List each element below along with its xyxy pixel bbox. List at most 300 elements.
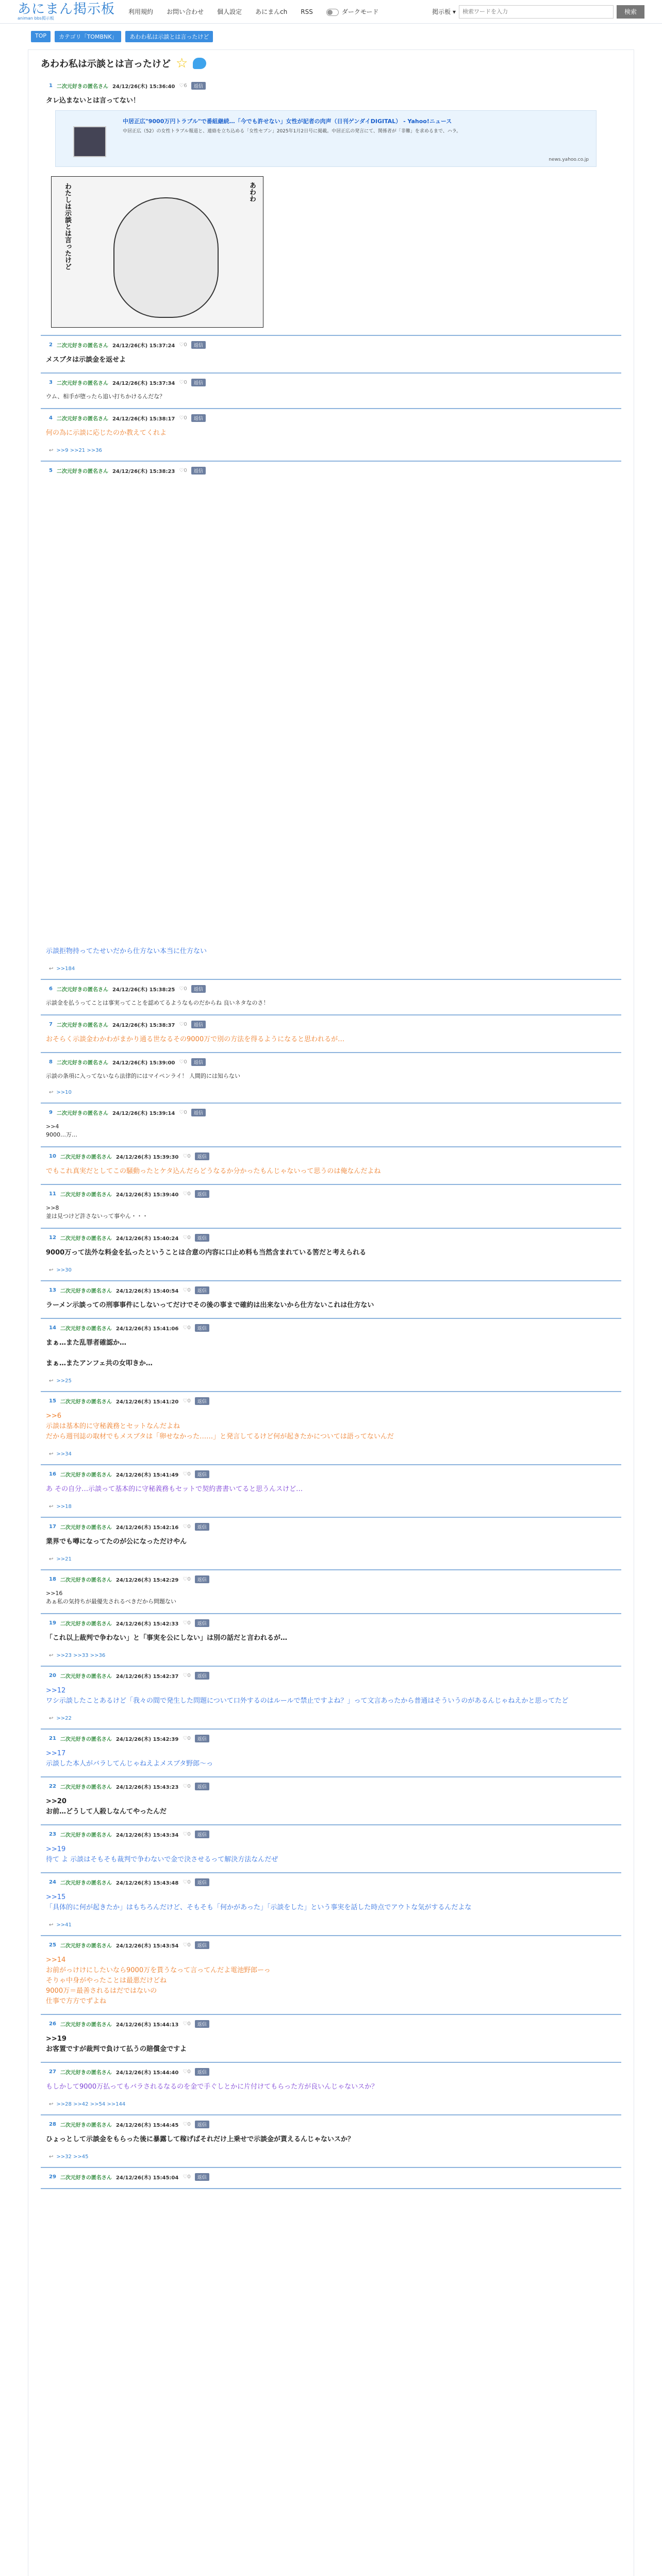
post-body: 示談拒物持ってたせいだから仕方ない本当に仕方ない xyxy=(46,947,207,955)
post-body: あ その自分…示談って基本的に守秘義務もセットで契約書書いてると思うんスけど… xyxy=(46,1485,303,1493)
reply-button[interactable]: 返信 xyxy=(195,1941,209,1949)
like-button[interactable] xyxy=(183,1325,190,1331)
reply-arrow-icon: ↩ xyxy=(49,1451,54,1457)
post-meta xyxy=(41,1941,621,1949)
post-author: 二次元好きの匿名さん xyxy=(60,1674,112,1680)
post-author: 二次元好きの匿名さん xyxy=(60,1155,112,1160)
post-author: 二次元好きの匿名さん xyxy=(56,84,108,90)
post-meta xyxy=(41,1109,621,1116)
nav-terms[interactable]: 利用規約 xyxy=(128,8,154,15)
link-title[interactable]: 中居正広"9000万円トラブル"で番組継続…「今でも許せない」女性が記者の肉声（日刊ゲンダイDIGITAL） - Yahoo!ニュース xyxy=(123,118,452,125)
post xyxy=(41,462,621,935)
post-number[interactable]: 5 xyxy=(49,468,53,473)
reply-links[interactable] xyxy=(49,966,621,972)
logo-text: あにまん掲示板 xyxy=(18,1,115,17)
post-meta xyxy=(41,1286,621,1294)
reply-button[interactable]: 返信 xyxy=(195,1735,209,1742)
like-button[interactable] xyxy=(183,1620,190,1626)
reply-links[interactable] xyxy=(49,1451,621,1457)
reply-anchors[interactable]: >>30 xyxy=(56,1267,72,1273)
post-number[interactable]: 13 xyxy=(49,1287,56,1293)
like-button[interactable] xyxy=(183,1287,190,1293)
like-button[interactable] xyxy=(183,1736,190,1741)
reply-anchors[interactable]: >>18 xyxy=(56,1504,72,1510)
post xyxy=(41,935,621,980)
post-body: 何の為に示談に応じたのか教えてくれよ xyxy=(46,429,167,437)
like-button[interactable] xyxy=(183,1471,190,1477)
post-author: 二次元好きの匿名さん xyxy=(60,1880,112,1886)
post-meta xyxy=(41,1234,621,1242)
heart-icon: ♡ xyxy=(183,1154,188,1159)
post-body: 示談の条項に入ってないなら法律的にはマイペンライ！ 人間的には知らない xyxy=(46,1073,240,1079)
like-button[interactable] xyxy=(179,415,187,421)
like-button[interactable] xyxy=(179,468,187,473)
like-count: 0 xyxy=(187,1524,191,1530)
reply-button[interactable]: 返信 xyxy=(195,1878,209,1886)
post-author: 二次元好きの匿名さん xyxy=(60,1621,112,1627)
reply-button[interactable]: 返信 xyxy=(195,1575,209,1583)
reply-arrow-icon: ↩ xyxy=(49,1922,54,1928)
post xyxy=(41,1936,621,2015)
like-button[interactable] xyxy=(179,342,187,348)
like-button[interactable] xyxy=(183,1784,190,1789)
post-meta xyxy=(41,1153,621,1160)
reply-button[interactable]: 返信 xyxy=(195,1470,209,1478)
like-button[interactable] xyxy=(179,380,187,385)
post-date: 24/12/26(木) 15:39:14 xyxy=(112,1111,175,1116)
post-author: 二次元好きの匿名さん xyxy=(60,2070,112,2076)
post-meta xyxy=(41,414,621,422)
like-button[interactable] xyxy=(183,2174,190,2180)
reply-anchors[interactable]: >>41 xyxy=(56,1922,72,1928)
post-number[interactable]: 29 xyxy=(49,2174,56,2180)
heart-icon: ♡ xyxy=(183,1784,188,1789)
post-number[interactable]: 27 xyxy=(49,2069,56,2075)
dark-mode-toggle[interactable] xyxy=(326,7,379,16)
post-body: >>12 ワシ示談したことあるけど「我々の間で発生した問題について口外するのはルールで禁止ですよね？」って文言あったから普通はそういうのがあるんじゃねえかと思ってたど xyxy=(46,1687,569,1705)
post-number[interactable]: 14 xyxy=(49,1325,56,1331)
post xyxy=(41,1015,621,1053)
post-date: 24/12/26(木) 15:37:34 xyxy=(112,381,175,386)
like-count: 0 xyxy=(187,1191,191,1197)
post-date: 24/12/26(木) 15:38:23 xyxy=(112,469,175,474)
post-body: >>8 並は見つけど許さないって事やん・・・ xyxy=(46,1205,148,1219)
post xyxy=(41,1465,621,1518)
post xyxy=(41,1319,621,1392)
post-date: 24/12/26(木) 15:41:20 xyxy=(115,1399,179,1405)
heart-icon: ♡ xyxy=(183,1287,188,1293)
heart-icon: ♡ xyxy=(179,1110,184,1115)
post xyxy=(41,1281,621,1319)
manga-image xyxy=(51,176,263,328)
post-number[interactable]: 28 xyxy=(49,2122,56,2127)
reply-anchors[interactable]: >>34 xyxy=(56,1451,72,1457)
heart-icon: ♡ xyxy=(183,1471,188,1477)
post-number[interactable]: 11 xyxy=(49,1191,56,1197)
heart-icon: ♡ xyxy=(183,1620,188,1626)
post-body: 9000万って法外な料金を払ったということは合意の内容に口止め料も当然含まれている筈だと考えられる xyxy=(46,1249,367,1257)
post xyxy=(41,1518,621,1570)
like-count: 0 xyxy=(184,1059,187,1065)
like-count: 0 xyxy=(187,1620,191,1626)
post-meta xyxy=(41,2121,621,2128)
like-count: 0 xyxy=(187,2122,191,2127)
search-input[interactable] xyxy=(459,5,614,19)
post-date: 24/12/26(木) 15:43:34 xyxy=(115,1833,179,1838)
like-button[interactable] xyxy=(183,1398,190,1404)
like-button[interactable] xyxy=(183,1235,190,1241)
reply-arrow-icon: ↩ xyxy=(49,966,54,972)
post-number[interactable]: 8 xyxy=(49,1059,53,1065)
post xyxy=(41,1825,621,1873)
post-number[interactable]: 22 xyxy=(49,1784,56,1789)
reply-button[interactable]: 返信 xyxy=(195,2068,209,2076)
heart-icon: ♡ xyxy=(183,1577,188,1582)
post-author: 二次元好きの匿名さん xyxy=(60,1943,112,1949)
post-number[interactable]: 1 xyxy=(49,83,53,89)
like-button[interactable] xyxy=(183,1154,190,1159)
heart-icon: ♡ xyxy=(183,1191,188,1197)
post-number[interactable]: 7 xyxy=(49,1022,53,1027)
post-date: 24/12/26(木) 15:41:49 xyxy=(115,1472,179,1478)
reply-links[interactable] xyxy=(49,1504,621,1510)
post-meta xyxy=(41,1575,621,1583)
post-number[interactable]: 17 xyxy=(49,1524,56,1530)
reply-arrow-icon: ↩ xyxy=(49,1267,54,1273)
reply-anchors[interactable]: >>28 >>42 >>54 >>144 xyxy=(56,2102,126,2107)
post-author: 二次元好きの匿名さん xyxy=(60,2022,112,2028)
post-author: 二次元好きの匿名さん xyxy=(60,1737,112,1742)
post-body: >>16 あぁ私の気持ちが最優先されるべきだから問題ない xyxy=(46,1590,176,1605)
breadcrumb-thread[interactable]: あわわ私は示談とは言ったけど xyxy=(125,31,213,42)
post-author: 二次元好きの匿名さん xyxy=(60,1525,112,1531)
post-author: 二次元好きの匿名さん xyxy=(60,1472,112,1478)
search-area xyxy=(432,5,644,19)
like-count: 0 xyxy=(187,2069,191,2075)
embedded-media-placeholder xyxy=(41,474,621,928)
like-button[interactable] xyxy=(179,1059,187,1065)
like-count: 0 xyxy=(187,1287,191,1293)
like-count: 0 xyxy=(184,415,187,421)
nav-rss[interactable]: RSS xyxy=(301,8,313,15)
reply-button[interactable]: 返信 xyxy=(191,1109,206,1116)
post-date: 24/12/26(木) 15:42:16 xyxy=(115,1525,179,1531)
reply-links[interactable] xyxy=(49,1378,621,1384)
reply-links[interactable] xyxy=(49,1716,621,1721)
reply-anchors[interactable]: >>184 xyxy=(56,966,75,972)
like-count: 0 xyxy=(184,468,187,473)
post-date: 24/12/26(木) 15:44:40 xyxy=(115,2070,179,2076)
heart-icon: ♡ xyxy=(179,415,184,421)
reply-links[interactable] xyxy=(49,2154,621,2160)
heart-icon: ♡ xyxy=(183,1673,188,1679)
post-meta xyxy=(41,467,621,474)
logo-subtext: animan bbs掲示板 xyxy=(18,15,54,21)
post-number[interactable]: 6 xyxy=(49,986,53,992)
post-number[interactable]: 21 xyxy=(49,1736,56,1741)
like-button[interactable] xyxy=(183,2069,190,2075)
heart-icon: ♡ xyxy=(183,1524,188,1530)
thread-container xyxy=(28,49,634,2576)
like-count: 0 xyxy=(187,2174,191,2180)
post xyxy=(41,1667,621,1730)
post-meta xyxy=(41,1470,621,1478)
post-number[interactable]: 24 xyxy=(49,1879,56,1885)
heart-icon: ♡ xyxy=(183,1942,188,1948)
like-button[interactable] xyxy=(183,1673,190,1679)
reply-anchors[interactable]: >>25 xyxy=(56,1378,72,1384)
post xyxy=(41,1104,621,1147)
reply-links[interactable] xyxy=(49,1653,621,1658)
search-button[interactable]: 検索 xyxy=(617,5,644,19)
heart-icon: ♡ xyxy=(183,2069,188,2075)
post-number[interactable]: 20 xyxy=(49,1673,56,1679)
reply-links[interactable] xyxy=(49,1267,621,1273)
post-number[interactable]: 4 xyxy=(49,415,53,421)
reply-button[interactable]: 返信 xyxy=(195,2173,209,2181)
reply-button[interactable]: 返信 xyxy=(195,1286,209,1294)
reply-button[interactable]: 返信 xyxy=(191,467,206,474)
reply-button[interactable]: 返信 xyxy=(195,2020,209,2028)
post-body: >>19 お客置ですが裁判で負けて払うの賠償金ですよ xyxy=(46,2035,187,2053)
like-count: 0 xyxy=(187,1398,191,1404)
link-source: news.yahoo.co.jp xyxy=(549,157,589,162)
like-button[interactable] xyxy=(183,1832,190,1837)
post-body: ひょっとして示談金をもらった後に暴露して稼げばそれだけ上乗せで示談金が貰えるんじゃないスか？ xyxy=(46,2136,355,2143)
post-author: 二次元好きの匿名さん xyxy=(56,987,108,993)
post-number[interactable]: 26 xyxy=(49,2021,56,2027)
like-count: 0 xyxy=(187,1673,191,1679)
post-number[interactable]: 19 xyxy=(49,1620,56,1626)
header-nav xyxy=(128,7,378,16)
like-count: 0 xyxy=(187,1784,191,1789)
reply-button[interactable]: 返信 xyxy=(195,1523,209,1531)
reply-links[interactable] xyxy=(49,2102,621,2107)
post-meta xyxy=(41,379,621,386)
post-date: 24/12/26(木) 15:43:23 xyxy=(115,1785,179,1790)
post xyxy=(41,1777,621,1825)
post-number[interactable]: 25 xyxy=(49,1942,56,1948)
search-scope-label: 掲示板 xyxy=(432,8,451,15)
reply-button[interactable]: 返信 xyxy=(195,1234,209,1242)
post-body: ウム、相手が堕ったら追い打ちかけるんだな？ xyxy=(46,393,166,400)
post-date: 24/12/26(木) 15:43:54 xyxy=(115,1943,179,1949)
breadcrumb-category[interactable]: カテゴリ「TOMBNK」 xyxy=(55,31,121,42)
post-meta xyxy=(41,2068,621,2076)
like-button[interactable] xyxy=(183,1577,190,1582)
post-number[interactable]: 10 xyxy=(49,1154,56,1159)
heart-icon: ♡ xyxy=(179,342,184,348)
search-scope-select[interactable] xyxy=(432,7,456,16)
post-date: 24/12/26(木) 15:45:04 xyxy=(115,2175,179,2181)
post-author: 二次元好きの匿名さん xyxy=(56,1023,108,1028)
like-count: 0 xyxy=(187,1879,191,1885)
like-button[interactable] xyxy=(179,1022,187,1027)
heart-icon: ♡ xyxy=(183,2021,188,2027)
reply-arrow-icon: ↩ xyxy=(49,1504,54,1510)
post-number[interactable]: 3 xyxy=(49,380,53,385)
reply-links[interactable] xyxy=(49,1922,621,1928)
like-count: 0 xyxy=(187,1235,191,1241)
post xyxy=(41,1229,621,1281)
reply-anchors[interactable]: >>9 >>21 >>36 xyxy=(56,448,102,453)
reply-links[interactable] xyxy=(49,1556,621,1562)
post-date: 24/12/26(木) 15:44:45 xyxy=(115,2123,179,2128)
like-button[interactable] xyxy=(179,1110,187,1115)
heart-icon: ♡ xyxy=(179,83,184,89)
heart-icon: ♡ xyxy=(183,1325,188,1331)
post-meta xyxy=(41,2020,621,2028)
post-body: ラーメン示談っての刑事事件にしないってだけでその後の事まで確約は出来ないから仕方ないこれは仕方ない xyxy=(46,1301,374,1309)
reply-arrow-icon: ↩ xyxy=(49,1090,54,1095)
post-author: 二次元好きの匿名さん xyxy=(60,1578,112,1583)
post-body: タレ込まないとは言ってない！ xyxy=(46,97,140,105)
post-author: 二次元好きの匿名さん xyxy=(56,469,108,474)
like-button[interactable] xyxy=(183,1524,190,1530)
post-date: 24/12/26(木) 15:39:40 xyxy=(115,1192,179,1198)
post-date: 24/12/26(木) 15:43:48 xyxy=(115,1880,179,1886)
reply-arrow-icon: ↩ xyxy=(49,2154,54,2160)
post-date: 24/12/26(木) 15:39:00 xyxy=(112,1060,175,1066)
site-header xyxy=(0,0,662,24)
post xyxy=(41,409,621,462)
nav-settings[interactable]: 個人設定 xyxy=(217,8,242,15)
post-meta xyxy=(41,1783,621,1790)
like-count: 0 xyxy=(187,1736,191,1741)
post-meta xyxy=(41,341,621,349)
like-button[interactable] xyxy=(183,2122,190,2127)
reply-anchors[interactable]: >>21 xyxy=(56,1556,72,1562)
reply-button[interactable]: 返信 xyxy=(191,414,206,422)
reply-links[interactable] xyxy=(49,1090,621,1095)
reply-button[interactable]: 返信 xyxy=(191,1058,206,1066)
manga-speech-left: わたしは示談とは言ったけど xyxy=(63,183,71,270)
like-count: 0 xyxy=(187,1471,191,1477)
like-button[interactable] xyxy=(183,1942,190,1948)
post-author: 二次元好きの匿名さん xyxy=(56,416,108,422)
nav-contact[interactable]: お問い合わせ xyxy=(167,8,204,15)
like-button[interactable] xyxy=(179,986,187,992)
like-count: 0 xyxy=(187,1942,191,1948)
post xyxy=(41,1147,621,1185)
reply-button[interactable]: 返信 xyxy=(195,1190,209,1198)
post xyxy=(41,1392,621,1465)
link-preview-card[interactable] xyxy=(55,110,597,167)
post-author: 二次元好きの匿名さん xyxy=(60,1192,112,1198)
reply-anchors[interactable]: >>32 >>45 xyxy=(56,2154,89,2160)
reply-button[interactable]: 返信 xyxy=(191,1021,206,1028)
reply-button[interactable]: 返信 xyxy=(191,341,206,349)
thread-title-row xyxy=(41,50,621,77)
post-meta xyxy=(41,1190,621,1198)
post-body: 「これ以上裁判で争わない」と「事実を公にしない」は別の話だと言われるが… xyxy=(46,1634,288,1642)
reply-button[interactable]: 返信 xyxy=(195,2121,209,2128)
site-logo[interactable] xyxy=(18,3,115,21)
breadcrumb-top[interactable]: TOP xyxy=(31,31,51,42)
post-date: 24/12/26(木) 15:42:39 xyxy=(115,1737,179,1742)
reply-button[interactable]: 返信 xyxy=(191,82,206,90)
post-body: >>17 示談した本人がバラしてんじゃねえよメスブタ野郎〜っ xyxy=(46,1750,213,1768)
reply-button[interactable]: 返信 xyxy=(195,1783,209,1790)
reply-button[interactable]: 返信 xyxy=(195,1619,209,1627)
post-author: 二次元好きの匿名さん xyxy=(60,1833,112,1838)
reply-button[interactable]: 返信 xyxy=(191,379,206,386)
post-date: 24/12/26(木) 15:40:54 xyxy=(115,1289,179,1294)
like-count: 0 xyxy=(187,1154,191,1159)
post-number[interactable]: 15 xyxy=(49,1398,56,1404)
reply-anchors[interactable]: >>10 xyxy=(56,1090,72,1095)
reply-anchors[interactable]: >>23 >>33 >>36 xyxy=(56,1653,106,1658)
heart-icon: ♡ xyxy=(183,2122,188,2127)
post xyxy=(41,1730,621,1777)
post-body: >>14 お前がっけけにしたいなら9000万を貰うなって言ってんだよ電池野郎ーっ そりゃ中身がやったことは最悪だけどね 9000万＝最善されるはだではないの 仕事で方方でずよね xyxy=(46,1956,271,2005)
post-author: 二次元好きの匿名さん xyxy=(60,1785,112,1790)
post-number[interactable]: 2 xyxy=(49,342,53,348)
post-date: 24/12/26(木) 15:40:24 xyxy=(115,1236,179,1242)
post xyxy=(41,1053,621,1104)
heart-icon: ♡ xyxy=(183,1832,188,1837)
nav-animanch[interactable]: あにまんch xyxy=(255,8,288,15)
reply-arrow-icon: ↩ xyxy=(49,1716,54,1721)
post-author: 二次元好きの匿名さん xyxy=(60,1399,112,1405)
post xyxy=(41,2015,621,2063)
like-button[interactable] xyxy=(179,83,187,89)
manga-face xyxy=(113,197,219,318)
post-list xyxy=(41,77,621,2189)
reply-button[interactable]: 返信 xyxy=(195,1397,209,1405)
reply-button[interactable]: 返信 xyxy=(191,985,206,993)
reply-arrow-icon: ↩ xyxy=(49,1653,54,1658)
like-button[interactable] xyxy=(183,1191,190,1197)
post-body: >>20 お前…どうして人殺しなんてやったんだ xyxy=(46,1798,167,1816)
post-meta xyxy=(41,1397,621,1405)
post-meta xyxy=(41,1878,621,1886)
reply-arrow-icon: ↩ xyxy=(49,2102,54,2107)
post-number[interactable]: 9 xyxy=(49,1110,53,1115)
heart-icon: ♡ xyxy=(179,1059,184,1065)
reply-button[interactable]: 返信 xyxy=(195,1831,209,1838)
post-body: メスブタは示談金を返せよ xyxy=(46,356,126,364)
reply-anchors[interactable]: >>22 xyxy=(56,1716,72,1721)
heart-icon: ♡ xyxy=(183,1879,188,1885)
like-count: 0 xyxy=(187,1577,191,1582)
post-meta xyxy=(41,1672,621,1680)
like-count: 0 xyxy=(184,1022,187,1027)
twitter-share-icon[interactable] xyxy=(193,58,206,69)
like-button[interactable] xyxy=(183,2021,190,2027)
reply-button[interactable]: 返信 xyxy=(195,1153,209,1160)
post-number[interactable]: 23 xyxy=(49,1832,56,1837)
post-number[interactable]: 18 xyxy=(49,1577,56,1582)
post xyxy=(41,980,621,1015)
reply-links[interactable] xyxy=(49,448,621,453)
post-body: まぁ…また乱罪者確認か… まぁ…またアンフェ共の女叩きか… xyxy=(46,1339,153,1367)
post-date: 24/12/26(木) 15:39:30 xyxy=(115,1155,179,1160)
post-body: でもこれ真実だとしてこの騒動ったとケタ込んだらどうなるか分かったもんじゃないって思うのは俺なんだよね xyxy=(46,1167,381,1175)
toggle-switch-icon[interactable] xyxy=(326,9,339,16)
favorite-star-icon[interactable]: ☆ xyxy=(176,56,188,71)
post-body: もしかして9000万払ってもバラされるなるのを金で手ぐしとかに片付けてもらった方が良いんじゃないスか？ xyxy=(46,2083,378,2091)
heart-icon: ♡ xyxy=(179,468,184,473)
reply-arrow-icon: ↩ xyxy=(49,1378,54,1384)
reply-button[interactable]: 返信 xyxy=(195,1324,209,1332)
post-number[interactable]: 12 xyxy=(49,1235,56,1241)
heart-icon: ♡ xyxy=(183,1736,188,1741)
post-number[interactable]: 16 xyxy=(49,1471,56,1477)
like-button[interactable] xyxy=(183,1879,190,1885)
like-count: 0 xyxy=(187,1325,191,1331)
reply-button[interactable]: 返信 xyxy=(195,1672,209,1680)
